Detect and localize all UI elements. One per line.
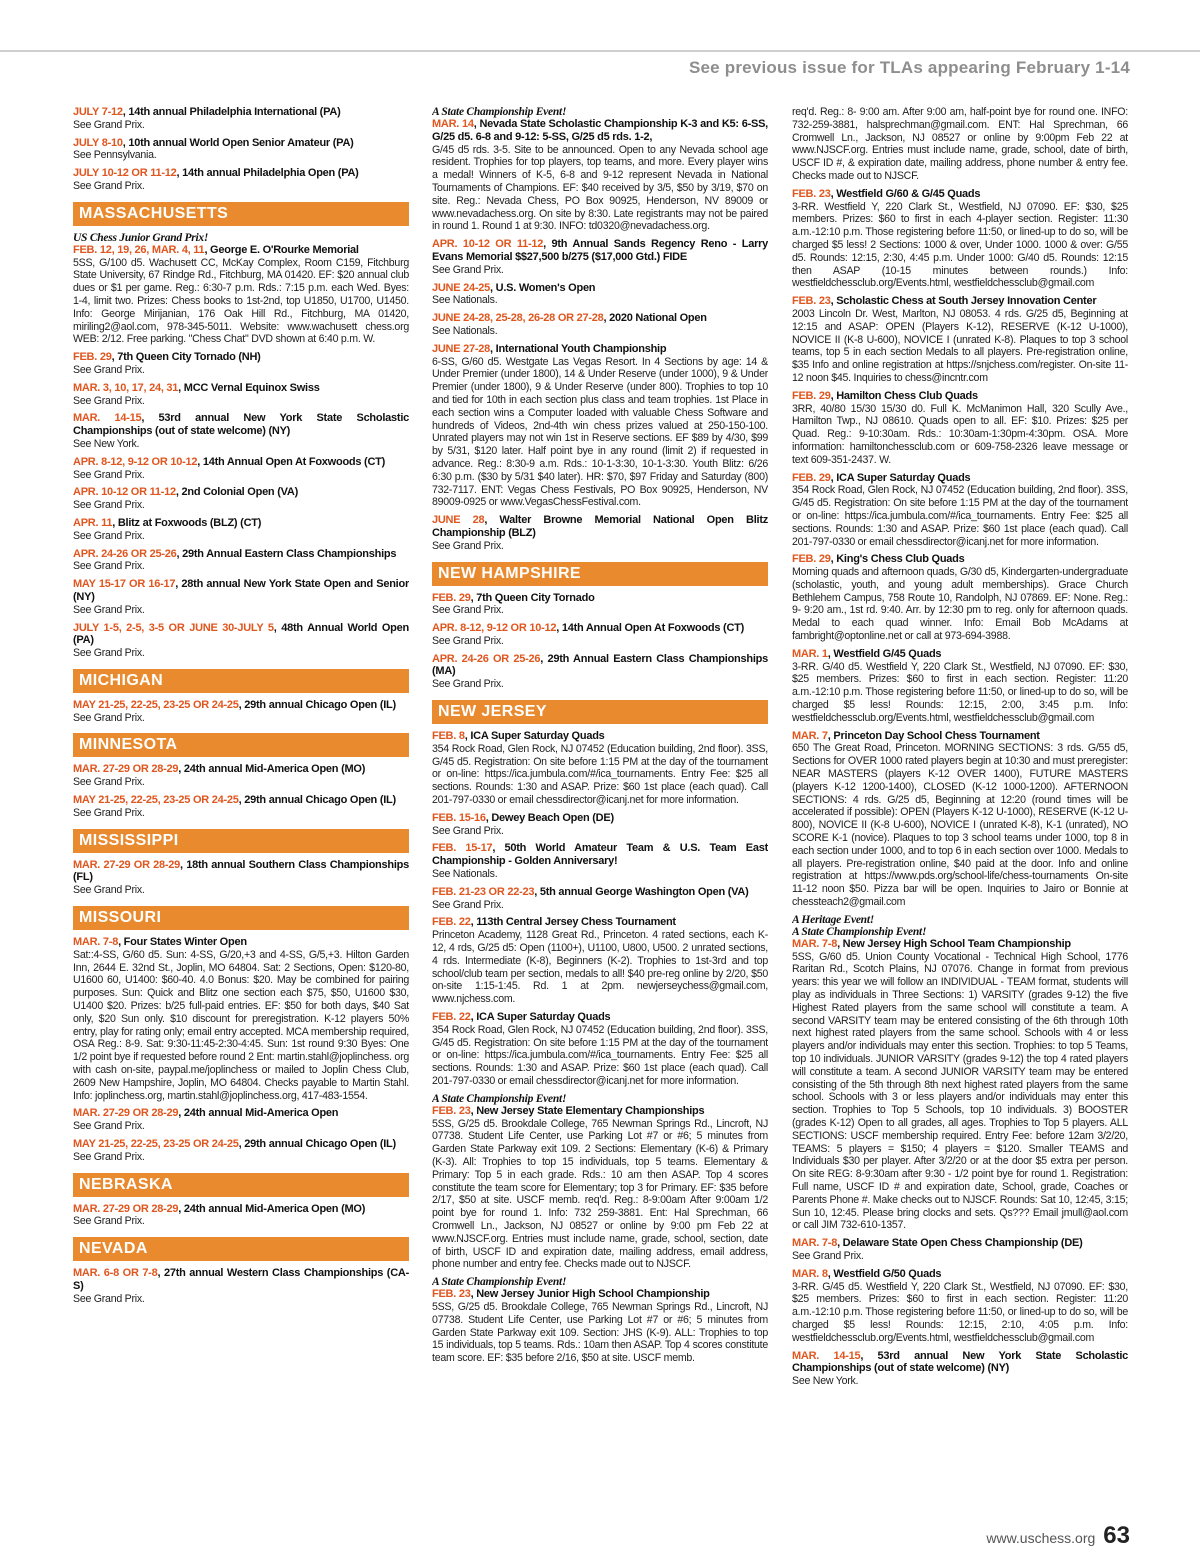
listing-title xyxy=(73,859,409,885)
listing-name: , 14th annual Philadelphia International (PA) xyxy=(122,106,341,118)
listing-title xyxy=(432,886,768,899)
listing-dates: MAR. 7 xyxy=(792,729,828,742)
listing-dates: APR. 8-12, 9-12 OR 10-12 xyxy=(73,455,198,468)
listing-dates: FEB. 23 xyxy=(432,1288,471,1301)
listing-name: , Westfield G/45 Quads xyxy=(827,647,942,660)
listing-title xyxy=(73,456,409,469)
listing-name: , 2nd Colonial Open (VA) xyxy=(175,486,299,499)
listing-name: , 2020 National Open xyxy=(603,312,707,325)
listing-details: Sat::4-SS, G/60 d5. Sun: 4-SS, G/20,+3 and 4-SS, G/5,+3. Hilton Garden Inn, 2644 E. 32nd St., Joplin, MO 64804. Sat: 2 Sections, Open: $120-80, U1600 60, U1400: $60-40. 4.0 Bonus: $20. May be combined for pairing purposes. Sun: Quick and Blitz one section each $75, $50, U1600 $30, U1400 $20. Prizes: b/25 full-paid entries. EF: $50 for both days, $40 Sat only, $20 Sun only. $10 discount for preregistration. K-12 players 50% entry, play for rating only; email entry accepted. MCA membership required, OSA Reg.: 8-9. Sat: 9:30-11:45-2:30-4:45. Sun: 1st round 9:30 Byes: One 1/2 point bye if requested before round 2 Ent: martin.stahl@joplinchess. org with cash on-site, paypal.me/joplinchess or mailed to Joplin Chess Club, 2609 New Hampshire, Joplin, MO 64804. Checks payable to Martin Stahl. Info: joplinchess.org, martin.stahl@joplinchess.org, 417-483-1554. xyxy=(73,948,409,1102)
tournament-listing xyxy=(73,1107,409,1133)
listing-details: 6-SS, G/60 d5. Westgate Las Vegas Resort. In 4 Sections by age: 14 & Under Premier (under 1800), 14 & Under Reserve (under 1000), 9 & Under Premier (under 1800), 9 & Under Reserve (under 800). Trophies to top 10 and tied for 10th in each section plus class and team trophies. 1st Place in each section wins a Computer loaded with valuable Chess Software and hundreds of Videos, 2nd-4th win chess prizes valued at 250-150-100. Unrated players may not win 1st in Reserve sections. EF $89 by 4/30, $99 by 5/31, $120 later. Half point bye in any round (limit 2) if requested in advance. Reg.: 8:30-9 a.m. Rds.: 10-1-3:30, 10-1-3:30. Youth Blitz: 6/26 6:30 p.m. ($30 by 5/31 $40 later). HR: $70, $97 Friday and Saturday (800) 732-7117. ENT: Vegas Chess Festivals, PO Box 90925, Henderson, NV 89009-0925 or www.VegasChessFestival.com. xyxy=(432,355,768,509)
listing-details: req'd. Reg.: 8- 9:00 am. After 9:00 am, half-point bye for round one. INFO: 732-259-3881, halsprechman@gmail.com. ENT: Hal Sprechman, 66 Cromwell Ln., Jackson, NJ 08527 or online by 9:00pm Feb 22 at www.NJSCF.org. Entries must include name, grade, school, date of birth, USCF ID #, & expiration date, mailing address, phone number & entry fee. Checks made out to NJSCF. xyxy=(792,106,1128,182)
listing-dates: APR. 24-26 OR 25-26 xyxy=(432,652,541,665)
listing-name: , King's Chess Club Quads xyxy=(830,553,965,566)
listing-details: See Grand Prix. xyxy=(432,898,504,911)
listing-dates: JUNE 28 xyxy=(432,514,485,527)
state-heading: MISSISSIPPI xyxy=(73,829,409,853)
listing-details: 5SS, G/60 d5. Union County Vocational - Technical High School, 1776 Raritan Rd., Scotch Plains, NJ 07076. Change in format from previous years: this year we will follow an INDIVIDUAL - TEAM format, students will play as individuals in Three Sections: 1) VARSITY (grades 9-12) the five Highest Rated players from the same school will constitute a team. A second VARSITY team may be entered consisting of the 6th through 10th next highest rated players from the same school. Schools with 4 or less players and/or individuals may enter this section. Trophies: to top 5 Teams, top 10 individuals. JUNIOR VARSITY (grades 9-12) the top 4 rated players will constitute a team. A second JUNIOR VARSITY team may be entered consisting of the 5th through 8th next highest rated players from the same school. Schools with 3 or less players and/or individuals may enter this section. Trophies to Top 5 Schools, top 10 individuals. 3) BOOSTER (grades K-12) Open to all grades, all ages. Trophies to Top 5 players. ALL SECTIONS: USCF membership required. Entry Fee: before 12am 3/2/20, TEAMS: 5 players = $150; 4 players = $120. Smaller TEAMS and Individuals $30 per player. After 3/2/20 or at the door $5 extra per person. On site REG: 8-9:30am after 9:30 - 1/2 point bye for round 1. Registration: Full name, USCF ID # and expiration date, School, grade, Coaches or Parents Phone #. Make checks out to NJSCF. Rounds: Sat 10, 12:45, 3:15; Sun 10, 12:45. Please bring clocks and sets. Qs??? Email jmull@aol.com or call JIM 732-610-1357. xyxy=(792,950,1128,1232)
listing-name: , 14th Annual Open At Foxwoods (CT) xyxy=(556,622,745,635)
listing-name: , Dewey Beach Open (DE) xyxy=(485,811,614,824)
listing-title xyxy=(432,1288,768,1301)
listing-name: , 18th annual Southern Class Championships (FL) xyxy=(73,858,409,884)
listing-title xyxy=(432,653,768,679)
listing-dates: FEB. 29 xyxy=(792,389,831,402)
listing-details: See Grand Prix. xyxy=(73,468,145,481)
listing-dates: MAR. 7-8 xyxy=(73,936,119,949)
listing-details: 5SS, G/25 d5. Brookdale College, 765 Newman Springs Rd., Lincroft, NJ 07738. Student Life Center, use Parking Lot #7 or #6; 5 minutes from Garden State Parkway exit 109. Section: JHS (K-9). ALL: Trophies to top 15 individuals, top 5 teams. Rds.: 10am then ASAP. Top 4 scores constitute team score. EF: $35 before 2/16, $50 at site. USCF memb. xyxy=(432,1300,768,1365)
tournament-listing xyxy=(73,1267,409,1305)
listing-details: See Grand Prix. xyxy=(73,118,145,131)
listing-title xyxy=(432,282,768,295)
listing-details: Princeton Academy, 1128 Great Rd., Princeton. 4 rated sections, each K-12, 4 rds, G/25 d5: Open (1100+), U1100, U800, U500. 2 unrated sections, 4 rds. Intermediate (K-8), Beginners (K-2). Trophies to 1st-3rd and top school/club team per section, medals to all! $40 pre-reg online by 2/20, $50 on-site 1:15-1:45. Rd. 1 at 2pm. newjerseychess@gmail.com, www.njchess.com. xyxy=(432,929,768,1006)
listing-title xyxy=(432,343,768,356)
listing-title xyxy=(73,1107,409,1120)
listing-dates: MAR. 3, 10, 17, 24, 31 xyxy=(73,381,179,394)
tournament-listing xyxy=(792,390,1128,467)
listing-dates: MAR. 8 xyxy=(792,1267,828,1280)
listing-title xyxy=(432,312,768,325)
listing-details: See New York. xyxy=(792,1375,859,1388)
tournament-listing xyxy=(432,282,768,308)
listing-details: See Grand Prix. xyxy=(432,263,504,276)
tournament-listing xyxy=(432,514,768,552)
tournament-listing xyxy=(432,842,768,880)
listing-name: , Walter Browne Memorial National Open Blitz Championship (BLZ) xyxy=(432,514,768,539)
listing-name: , Delaware State Open Chess Championship (DE) xyxy=(837,1237,1083,1250)
listing-dates: FEB. 8 xyxy=(432,730,465,743)
listing-details: 5SS, G/100 d5. Wachusett CC, McKay Complex, Room C159, Fitchburg State University, 67 Rindge Rd., Fitchburg, MA 01420. EF: $20 annual club dues or $1 per game. Reg.: 6:30-7 p.m. Rds.: 7:15 p.m. each Wed. Byes: 1-4, limit two. Prizes: Chess books to 1st-2nd, top U1850, U1700, U1450. Info: George Mirijanian, 176 Oak Hill Rd., Fitchburg, MA 01420, miriling2@aol.com, 978-345-5011. Website: www.wachusett chess.org WEB: 2/12. Free parking. "Chess Chat" DVD shown at 6:40 p.m. W. xyxy=(73,256,409,346)
tournament-listing xyxy=(792,914,1128,1232)
listing-details: See Pennsylvania. xyxy=(73,149,157,162)
listing-details: See Grand Prix. xyxy=(432,634,504,647)
tournament-listing xyxy=(73,412,409,450)
listing-dates: MAR. 7-8 xyxy=(792,937,838,950)
listing-details: See Grand Prix. xyxy=(73,179,145,192)
listing-name: , George E. O'Rourke Memorial xyxy=(204,243,359,256)
listing-dates: JULY 10-12 OR 11-12 xyxy=(73,167,177,180)
state-heading: NEW HAMPSHIRE xyxy=(432,562,768,586)
header-text: See previous issue for TLAs appearing February 1-14 xyxy=(688,58,1130,77)
listing-title xyxy=(792,390,1128,403)
listing-title xyxy=(73,486,409,499)
listing-name: , ICA Super Saturday Quads xyxy=(470,1011,611,1024)
listing-title xyxy=(73,517,409,530)
listing-name: , 9th Annual Sands Regency Reno - Larry Evans Memorial $$27,500 b/275 ($17,000 Gtd.) FIDE xyxy=(432,238,768,263)
listing-title xyxy=(432,1011,768,1024)
listing-name: , 29th annual Chicago Open (IL) xyxy=(238,794,396,807)
listing-title xyxy=(432,592,768,605)
event-designation: A State Championship Event! xyxy=(792,925,927,938)
listing-name: , 7th Queen City Tornado (NH) xyxy=(111,351,261,364)
listing-name: , 14th Annual Open At Foxwoods (CT) xyxy=(197,455,386,468)
tournament-listing xyxy=(792,1237,1128,1263)
listing-name: , 24th annual Mid-America Open (MO) xyxy=(178,763,366,776)
listing-name: , ICA Super Saturday Quads xyxy=(464,730,605,743)
listing-title xyxy=(792,1237,1128,1250)
listing-details: See Grand Prix. xyxy=(73,806,145,819)
listing-dates: MAR. 27-29 OR 28-29 xyxy=(73,763,179,776)
listing-title xyxy=(432,730,768,743)
tournament-listing xyxy=(73,859,409,897)
listing-title xyxy=(73,106,409,119)
listing-details: 354 Rock Road, Glen Rock, NJ 07452 (Education building, 2nd floor). 3SS, G/45 d5. Registration: On site before 1:15 PM at the day of the tournament or on-line: https://ica.jumbula.com/#/ica_tournaments. Entry Fee: $25 all sections. Rounds: 1:30 and ASAP. Prize: $60 1st place (each quad). Call 201-797-0330 or email chessdirector@icanj.net for more information. xyxy=(792,484,1128,548)
state-heading: MISSOURI xyxy=(73,906,409,930)
listing-dates: FEB. 23 xyxy=(792,187,831,200)
listing-dates: FEB. 29 xyxy=(792,471,831,484)
tournament-listing xyxy=(73,699,409,725)
listing-dates: FEB. 15-17 xyxy=(432,842,493,855)
tournament-listing xyxy=(432,653,768,691)
state-heading: MICHIGAN xyxy=(73,669,409,693)
footer-url: www.uschess.org xyxy=(986,1530,1096,1546)
listing-dates: MAR. 7-8 xyxy=(792,1237,838,1250)
listing-dates: APR. 8-12, 9-12 OR 10-12 xyxy=(432,622,557,635)
header-bar xyxy=(0,50,1200,90)
listing-title xyxy=(73,578,409,604)
listing-name: , 48th Annual World Open (PA) xyxy=(73,621,409,647)
listing-name: , International Youth Championship xyxy=(490,342,667,355)
listing-title xyxy=(432,238,768,264)
listing-title xyxy=(73,382,409,395)
listing-name: , Blitz at Foxwoods (BLZ) (CT) xyxy=(112,516,262,529)
listing-name: , New Jersey High School Team Championship xyxy=(837,937,1071,950)
listing-details: 354 Rock Road, Glen Rock, NJ 07452 (Education building, 2nd floor). 3SS, G/45 d5. Registration: On site before 1:15 PM at the day of the tournament or on-line: https://ica.jumbula.com/#/ica_tournaments. Entry Fee: $25 all sections. Rounds: 1:30 and ASAP. Prize: $60 1st place (each quad). Call 201-797-0330 or email chessdirector@icanj.net for more information. xyxy=(432,742,768,807)
listing-dates: FEB. 12, 19, 26, MAR. 4, 11 xyxy=(73,243,205,256)
listing-dates: MAY 21-25, 22-25, 23-25 OR 24-25 xyxy=(73,698,239,711)
state-heading: MINNESOTA xyxy=(73,733,409,757)
tournament-listing xyxy=(73,486,409,512)
listing-title xyxy=(792,648,1128,661)
listing-title xyxy=(73,1267,409,1293)
listing-details: See Nationals. xyxy=(432,324,498,337)
listing-details: See Grand Prix. xyxy=(73,711,145,724)
state-heading: MASSACHUSETTS xyxy=(73,202,409,226)
column-2 xyxy=(432,106,768,1370)
tournament-listing xyxy=(792,1268,1128,1345)
listing-dates: MAR. 6-8 OR 7-8 xyxy=(73,1267,158,1280)
listing-title xyxy=(73,622,409,648)
listing-title xyxy=(73,351,409,364)
listing-dates: MAR. 1 xyxy=(792,647,828,660)
listing-details: 3-RR. G/45 d5. Westfield Y, 220 Clark St., Westfield, NJ 07090. EF: $30, $25 members. Prizes: $60 to first in each section. Register: 11:20 a.m.-12:10 p.m. Those registering before 11:50, or lined-up to do so, will be charged $5 less! Rounds: 12:15, 2:10, 4:05 p.m. Info: westfieldchessclub.org/Events.html, westfieldchessclub@gmail.com xyxy=(792,1280,1128,1344)
tournament-listing xyxy=(73,456,409,482)
listing-name: , Princeton Day School Chess Tournament xyxy=(827,729,1040,742)
listing-dates: JULY 1-5, 2-5, 3-5 OR JUNE 30-JULY 5 xyxy=(73,621,274,634)
listing-name: , 29th annual Chicago Open (IL) xyxy=(238,698,396,711)
listing-dates: JUNE 24-28, 25-28, 26-28 OR 27-28 xyxy=(432,312,604,325)
listing-title xyxy=(73,167,409,180)
page-footer xyxy=(986,1522,1130,1550)
listing-name: , 7th Queen City Tornado xyxy=(470,591,595,604)
listing-details: 354 Rock Road, Glen Rock, NJ 07452 (Education building, 2nd floor). 3SS, G/45 d5. Registration: On site before 1:15 PM at the day of the tournament or on-line: https://ica.jumbula.com/#/ica_tournaments. Entry Fee: $25 all sections. Rounds: 1:30 and ASAP. Prize: $60 1st place (each quad). Call 201-797-0330 or email chessdirector@icanj.net for more information. xyxy=(432,1023,768,1087)
tournament-listing xyxy=(432,622,768,648)
listing-details: See Grand Prix. xyxy=(73,1215,145,1228)
tournament-listing xyxy=(432,886,768,912)
column-3 xyxy=(792,106,1128,1393)
listing-details: See Grand Prix. xyxy=(73,884,145,897)
listing-details: 3-RR. G/40 d5. Westfield Y, 220 Clark St., Westfield, NJ 07090. EF: $30, $25 members. Prizes: $60 to first in each section. Register: 11:20 a.m.-12:10 p.m. Those registering before 11:50, or lined-up to do so, will be charged $5 less! Rounds: 12:15, 2:00, 3:45 p.m. Info: westfieldchessclub.org/Events.html, westfieldchessclub@gmail.com xyxy=(792,660,1128,724)
listing-title xyxy=(73,936,409,949)
tournament-listing xyxy=(432,312,768,338)
listing-dates: FEB. 29 xyxy=(792,553,831,566)
listing-dates: MAR. 27-29 OR 28-29 xyxy=(73,1202,179,1215)
listing-name: , 5th annual George Washington Open (VA) xyxy=(534,885,749,898)
listing-name: , MCC Vernal Equinox Swiss xyxy=(178,381,320,394)
event-designation: A State Championship Event! xyxy=(432,1276,567,1289)
tournament-listing xyxy=(432,238,768,276)
tournament-listing xyxy=(432,343,768,509)
tournament-listing xyxy=(792,553,1128,643)
tournament-listing xyxy=(792,730,1128,909)
listing-details: See Grand Prix. xyxy=(432,824,504,837)
listing-dates: MAR. 14-15 xyxy=(73,412,142,425)
listing-name: , Nevada State Scholastic Championship K-3 and K5: 6-SS, G/25 d5. 6-8 and 9-12: 5-SS, G/25 d5 rds. 1-2, xyxy=(432,118,768,143)
listing-details: See Grand Prix. xyxy=(73,1292,145,1305)
listing-details: See Grand Prix. xyxy=(73,603,145,616)
listing-details: 2003 Lincoln Dr. West, Marlton, NJ 08053. 4 rds. G/25 d5, Beginning at 12:15 and ASAP: OPEN (Players K-12), RESERVE (K-12 U-1000), NOVICE II (K-8 U-600), NOVICE I (unrated K-8). Plaques to top 3 school teams, top 5 in each section Medals to all players. Pre-registration online, $35 Info and online registration at https://snjchess.com/register. On-site 11-12 noon $45. Inquiries to chess@incntr.com xyxy=(792,307,1128,384)
listing-name: , 14th annual Philadelphia Open (PA) xyxy=(176,167,359,180)
tournament-listing xyxy=(792,648,1128,725)
tournament-listing xyxy=(792,106,1128,183)
listing-details: See Grand Prix. xyxy=(73,499,145,512)
tournament-listing xyxy=(792,1350,1128,1388)
tournament-listing xyxy=(73,1138,409,1164)
listing-dates: FEB. 21-23 OR 22-23 xyxy=(432,885,535,898)
listing-details: See Grand Prix. xyxy=(73,394,145,407)
listing-name: , ICA Super Saturday Quads xyxy=(830,471,971,484)
listing-dates: MAR. 27-29 OR 28-29 xyxy=(73,858,181,871)
listing-dates: FEB. 23 xyxy=(432,1104,471,1117)
tournament-listing xyxy=(432,1011,768,1088)
listing-title xyxy=(73,137,409,150)
page-number: 63 xyxy=(1103,1522,1130,1549)
tournament-listing xyxy=(432,1093,768,1271)
listing-dates: FEB. 29 xyxy=(73,351,112,364)
listing-dates: JULY 7-12 xyxy=(73,106,123,118)
listing-dates: APR. 11 xyxy=(73,516,113,529)
listing-title xyxy=(432,514,768,540)
listing-dates: MAY 21-25, 22-25, 23-25 OR 24-25 xyxy=(73,1138,239,1151)
listing-details: G/45 d5 rds. 3-5. Site to be announced. Open to any Nevada school age resident. Trophies for top players, top teams, and more. Every player wins a medal! Winners of K-5, 6-8 and 9-12 represent Nevada in National Tournaments of Champions. EF: $40 received by 3/5, $50 by 3/19, $70 on site. Reg.: Nevada Chess, PO Box 90925, Henderson, NV 89009 or www.nevadachess.org. On site by 8:30. Late registrants may not be paired in round 1. Round 1 at 9:30. INFO: td0320@nevadachess.org. xyxy=(432,143,768,233)
listing-title xyxy=(432,842,768,868)
listing-name: , 53rd annual New York State Scholastic Championships (out of state welcome) (NY) xyxy=(792,1349,1128,1375)
listing-name: , New Jersey State Elementary Championships xyxy=(470,1104,705,1117)
listing-title xyxy=(73,794,409,807)
listing-dates: APR. 24-26 OR 25-26 xyxy=(73,547,177,560)
listing-title xyxy=(73,548,409,561)
column-1 xyxy=(73,106,409,1311)
listing-details: See Grand Prix. xyxy=(73,363,145,376)
listing-name: , 50th World Amateur Team & U.S. Team East Championship - Golden Anniversary! xyxy=(432,842,768,868)
listing-title xyxy=(73,1203,409,1216)
listing-dates: APR. 10-12 OR 11-12 xyxy=(432,238,544,251)
listing-details: See Grand Prix. xyxy=(792,1249,864,1262)
listing-name: , 29th Annual Eastern Class Championships xyxy=(176,547,397,560)
tournament-listing xyxy=(432,106,768,233)
tournament-listing xyxy=(73,382,409,408)
state-heading: NEBRASKA xyxy=(73,1173,409,1197)
listing-name: , Westfield G/60 & G/45 Quads xyxy=(830,187,981,200)
tournament-listing xyxy=(73,137,409,163)
listing-dates: FEB. 15-16 xyxy=(432,811,486,824)
listing-details: See Grand Prix. xyxy=(432,539,504,552)
tournament-listing xyxy=(73,794,409,820)
listing-details: See Nationals. xyxy=(432,868,498,881)
listing-dates: MAY 15-17 OR 16-17 xyxy=(73,578,176,591)
listing-title xyxy=(792,1350,1128,1376)
listing-name: , 29th annual Chicago Open (IL) xyxy=(238,1138,396,1151)
event-designation: A State Championship Event! xyxy=(432,106,567,118)
tournament-listing xyxy=(73,578,409,616)
listing-details: See Grand Prix. xyxy=(432,604,504,617)
listing-dates: MAR. 14 xyxy=(432,118,474,130)
listing-details: See Grand Prix. xyxy=(73,1120,145,1133)
listing-dates: FEB. 29 xyxy=(432,591,471,604)
listing-dates: FEB. 22 xyxy=(432,1011,471,1024)
tournament-listing xyxy=(432,916,768,1006)
listing-title xyxy=(73,412,409,438)
tournament-listing xyxy=(73,1203,409,1229)
tournament-listing xyxy=(432,812,768,838)
listing-dates: APR. 10-12 OR 11-12 xyxy=(73,486,176,499)
tournament-listing xyxy=(73,548,409,574)
listing-name: , U.S. Women's Open xyxy=(490,281,596,294)
state-heading: NEVADA xyxy=(73,1237,409,1261)
tournament-listing xyxy=(73,351,409,377)
listing-title xyxy=(73,244,409,257)
listing-name: , 10th annual World Open Senior Amateur (PA) xyxy=(122,136,354,149)
tournament-listing xyxy=(432,592,768,618)
listing-dates: JULY 8-10 xyxy=(73,136,123,149)
listing-details: See Grand Prix. xyxy=(73,647,145,660)
listing-dates: JUNE 24-25 xyxy=(432,281,491,294)
listing-title xyxy=(792,295,1128,308)
listing-name: , Four States Winter Open xyxy=(118,936,247,949)
listing-details: 3-RR. Westfield Y, 220 Clark St., Westfield, NJ 07090. EF: $30, $25 members. Prizes: $60 to first in each 4-player section. Register: 11:30 a.m.-12:10 p.m. Those registering before 11:50, or lined-up to do so, will be charged $5 less! 2 Sections: 1000 & over, Under 1000. 1000 & over: G/55 d5. Rounds: 12:15, 2:30, 4:45 p.m. Under 1000: G/40 d5. Rounds: 12:15 then ASAP (10-15 minutes between rounds.) Info: westfieldchessclub.org/Events.html, westfieldchessclub@gmail.com xyxy=(792,200,1128,290)
event-designation: US Chess Junior Grand Prix! xyxy=(73,231,209,244)
state-heading: NEW JERSEY xyxy=(432,700,768,724)
listing-name: , 24th annual Mid-America Open xyxy=(178,1107,339,1120)
event-designation: A Heritage Event! xyxy=(792,913,874,926)
listing-name: , 28th annual New York State Open and Senior (NY) xyxy=(73,578,409,603)
listing-title xyxy=(432,622,768,635)
listing-details: See Grand Prix. xyxy=(73,529,145,542)
listing-details: Morning quads and afternoon quads, G/30 d5, Kindergarten-undergraduate (scholastic, youth, and young adult memberships). Grace Church Bethlehem Campus, 758 Route 10, Randolph, NJ 07869. EF: None. Reg.: 9- 9:20 am., 1st rd. 9:40. Arr. by 12:30 pm to reg. only for afternoon quads. Medal to each quad winner. Info: Email Bob McAdams at fambright@optonline.net or call at 973-694-3988. xyxy=(792,566,1128,643)
listing-title xyxy=(73,699,409,712)
listing-details: See Nationals. xyxy=(432,294,498,307)
listing-details: 5SS, G/25 d5. Brookdale College, 765 Newman Springs Rd., Lincroft, NJ 07738. Student Life Center, use Parking Lot #7 or #6; 5 minutes from Garden State Parkway exit 109. 2 Sections: Elementary (K-6) & Primary (K-3). All: Trophies to top 15 individuals, top 5 teams. Elementary & Primary: Top 5 in each grade. Rds.: 10 am then ASAP. Top 4 scores constitute the team score for Elementary; top 3 for Primary. EF: $35 before 2/17, $50 at site. USCF memb. req'd. Reg.: 8-9:00am After 9:00am 1/2 point bye for round 1. Info: 732 259-3881. Ent: Hal Sprechman, 66 Cromwell Ln., Jackson, NJ 08527 or online by 9:00 pm Feb 22 at www.NJSCF.org. Entries must include name, grade, school, section, date of birth, USCF ID and expiration date, mailing address, email address, phone number and entry fee. Checks made out to NJSCF. xyxy=(432,1117,768,1271)
listing-title xyxy=(73,1138,409,1151)
tournament-listing xyxy=(73,763,409,789)
tournament-listing xyxy=(73,517,409,543)
listing-dates: JUNE 27-28 xyxy=(432,342,491,355)
listing-name: , 29th Annual Eastern Class Championships (MA) xyxy=(432,652,768,678)
listing-name: , Westfield G/50 Quads xyxy=(827,1267,942,1280)
listing-dates: FEB. 22 xyxy=(432,916,471,929)
listing-name: , 24th annual Mid-America Open (MO) xyxy=(178,1202,366,1215)
event-designation: A State Championship Event! xyxy=(432,1092,567,1105)
listing-name: , Hamilton Chess Club Quads xyxy=(830,389,978,402)
listing-name: , Scholastic Chess at South Jersey Innovation Center xyxy=(830,295,1097,308)
listing-title xyxy=(792,1268,1128,1281)
tournament-listing xyxy=(73,167,409,193)
listing-title xyxy=(792,472,1128,485)
listing-details: See Grand Prix. xyxy=(73,776,145,789)
listing-details: See Grand Prix. xyxy=(73,560,145,573)
tournament-listing xyxy=(432,1276,768,1365)
listing-title xyxy=(792,553,1128,566)
tournament-listing xyxy=(73,232,409,346)
listing-title xyxy=(792,188,1128,201)
tournament-listing xyxy=(792,188,1128,290)
listing-name: , 27th annual Western Class Championships (CA-S) xyxy=(73,1267,409,1292)
tournament-listing xyxy=(792,472,1128,549)
tournament-listing xyxy=(73,936,409,1102)
tournament-listing xyxy=(792,295,1128,385)
listing-title xyxy=(432,812,768,825)
listing-dates: MAR. 27-29 OR 28-29 xyxy=(73,1107,179,1120)
tournament-listing xyxy=(432,730,768,807)
tournament-listing xyxy=(73,622,409,660)
listing-details: See Grand Prix. xyxy=(432,678,504,691)
listing-dates: MAY 21-25, 22-25, 23-25 OR 24-25 xyxy=(73,794,239,807)
listing-title xyxy=(792,730,1128,743)
listing-details: 3RR, 40/80 15/30 15/30 d0. Full K. McManimon Hall, 320 Scully Ave., Hamilton Twp., NJ 08610. Quads open to all. EF: $10. Prizes: $25 per Quad. Reg.: 9-10:30am. Rds.: 10:30am-1:30pm-4:30pm. OSA. More information: hamiltonchessclub.com or 609-758-2326 leave message or text 609-351-2437. W. xyxy=(792,402,1128,466)
listing-title xyxy=(432,916,768,929)
listing-dates: MAR. 14-15 xyxy=(792,1349,861,1362)
listing-details: See Grand Prix. xyxy=(73,1150,145,1163)
listing-details: See New York. xyxy=(73,437,140,450)
listing-title xyxy=(792,938,1128,951)
listing-name: , 53rd annual New York State Scholastic Championships (out of state welcome) (NY) xyxy=(73,412,409,438)
listing-title xyxy=(432,1105,768,1118)
listing-title xyxy=(73,763,409,776)
listing-title xyxy=(432,118,768,144)
listing-name: , 113th Central Jersey Chess Tournament xyxy=(470,916,676,929)
tournament-listing xyxy=(73,106,409,132)
listing-name: , New Jersey Junior High School Championship xyxy=(470,1288,710,1301)
listing-dates: FEB. 23 xyxy=(792,295,831,308)
listing-details: 650 The Great Road, Princeton. MORNING SECTIONS: 3 rds. G/55 d5, Sections for OVER 1000 rated players begin at 10:30 and must preregister: NEAR MASTERS (players K-12 OVER 1400), FUTURE MASTERS (players K-12 1200-1400), CLOSED (K-12 1000-1200). AFTERNOON SECTIONS: 4 rds. G/25 d5, Beginning at 12:20 (round times will be accelerated if possible): OPEN (Players K-12 U-1000), RESERVE (K-12 U- 800), NOVICE II (K-8 U-600), NOVICE I (unrated K-8), K-1 (unrated), NO SCORE K-1 (novice). Plaques to top 3 school teams under 1000, top 8 in each section under 1000, and to top 6 in each section over 1000. Medals to all players. Pre-registration online, $40 paid at the door. Info and online registration at https://www.pds.org/school-life/chess-tournaments On-site 11-12 noon $50. Pizza bar will be open. Inquiries to Jairo or Bonnie at chessteach2@gmail.com xyxy=(792,742,1128,909)
